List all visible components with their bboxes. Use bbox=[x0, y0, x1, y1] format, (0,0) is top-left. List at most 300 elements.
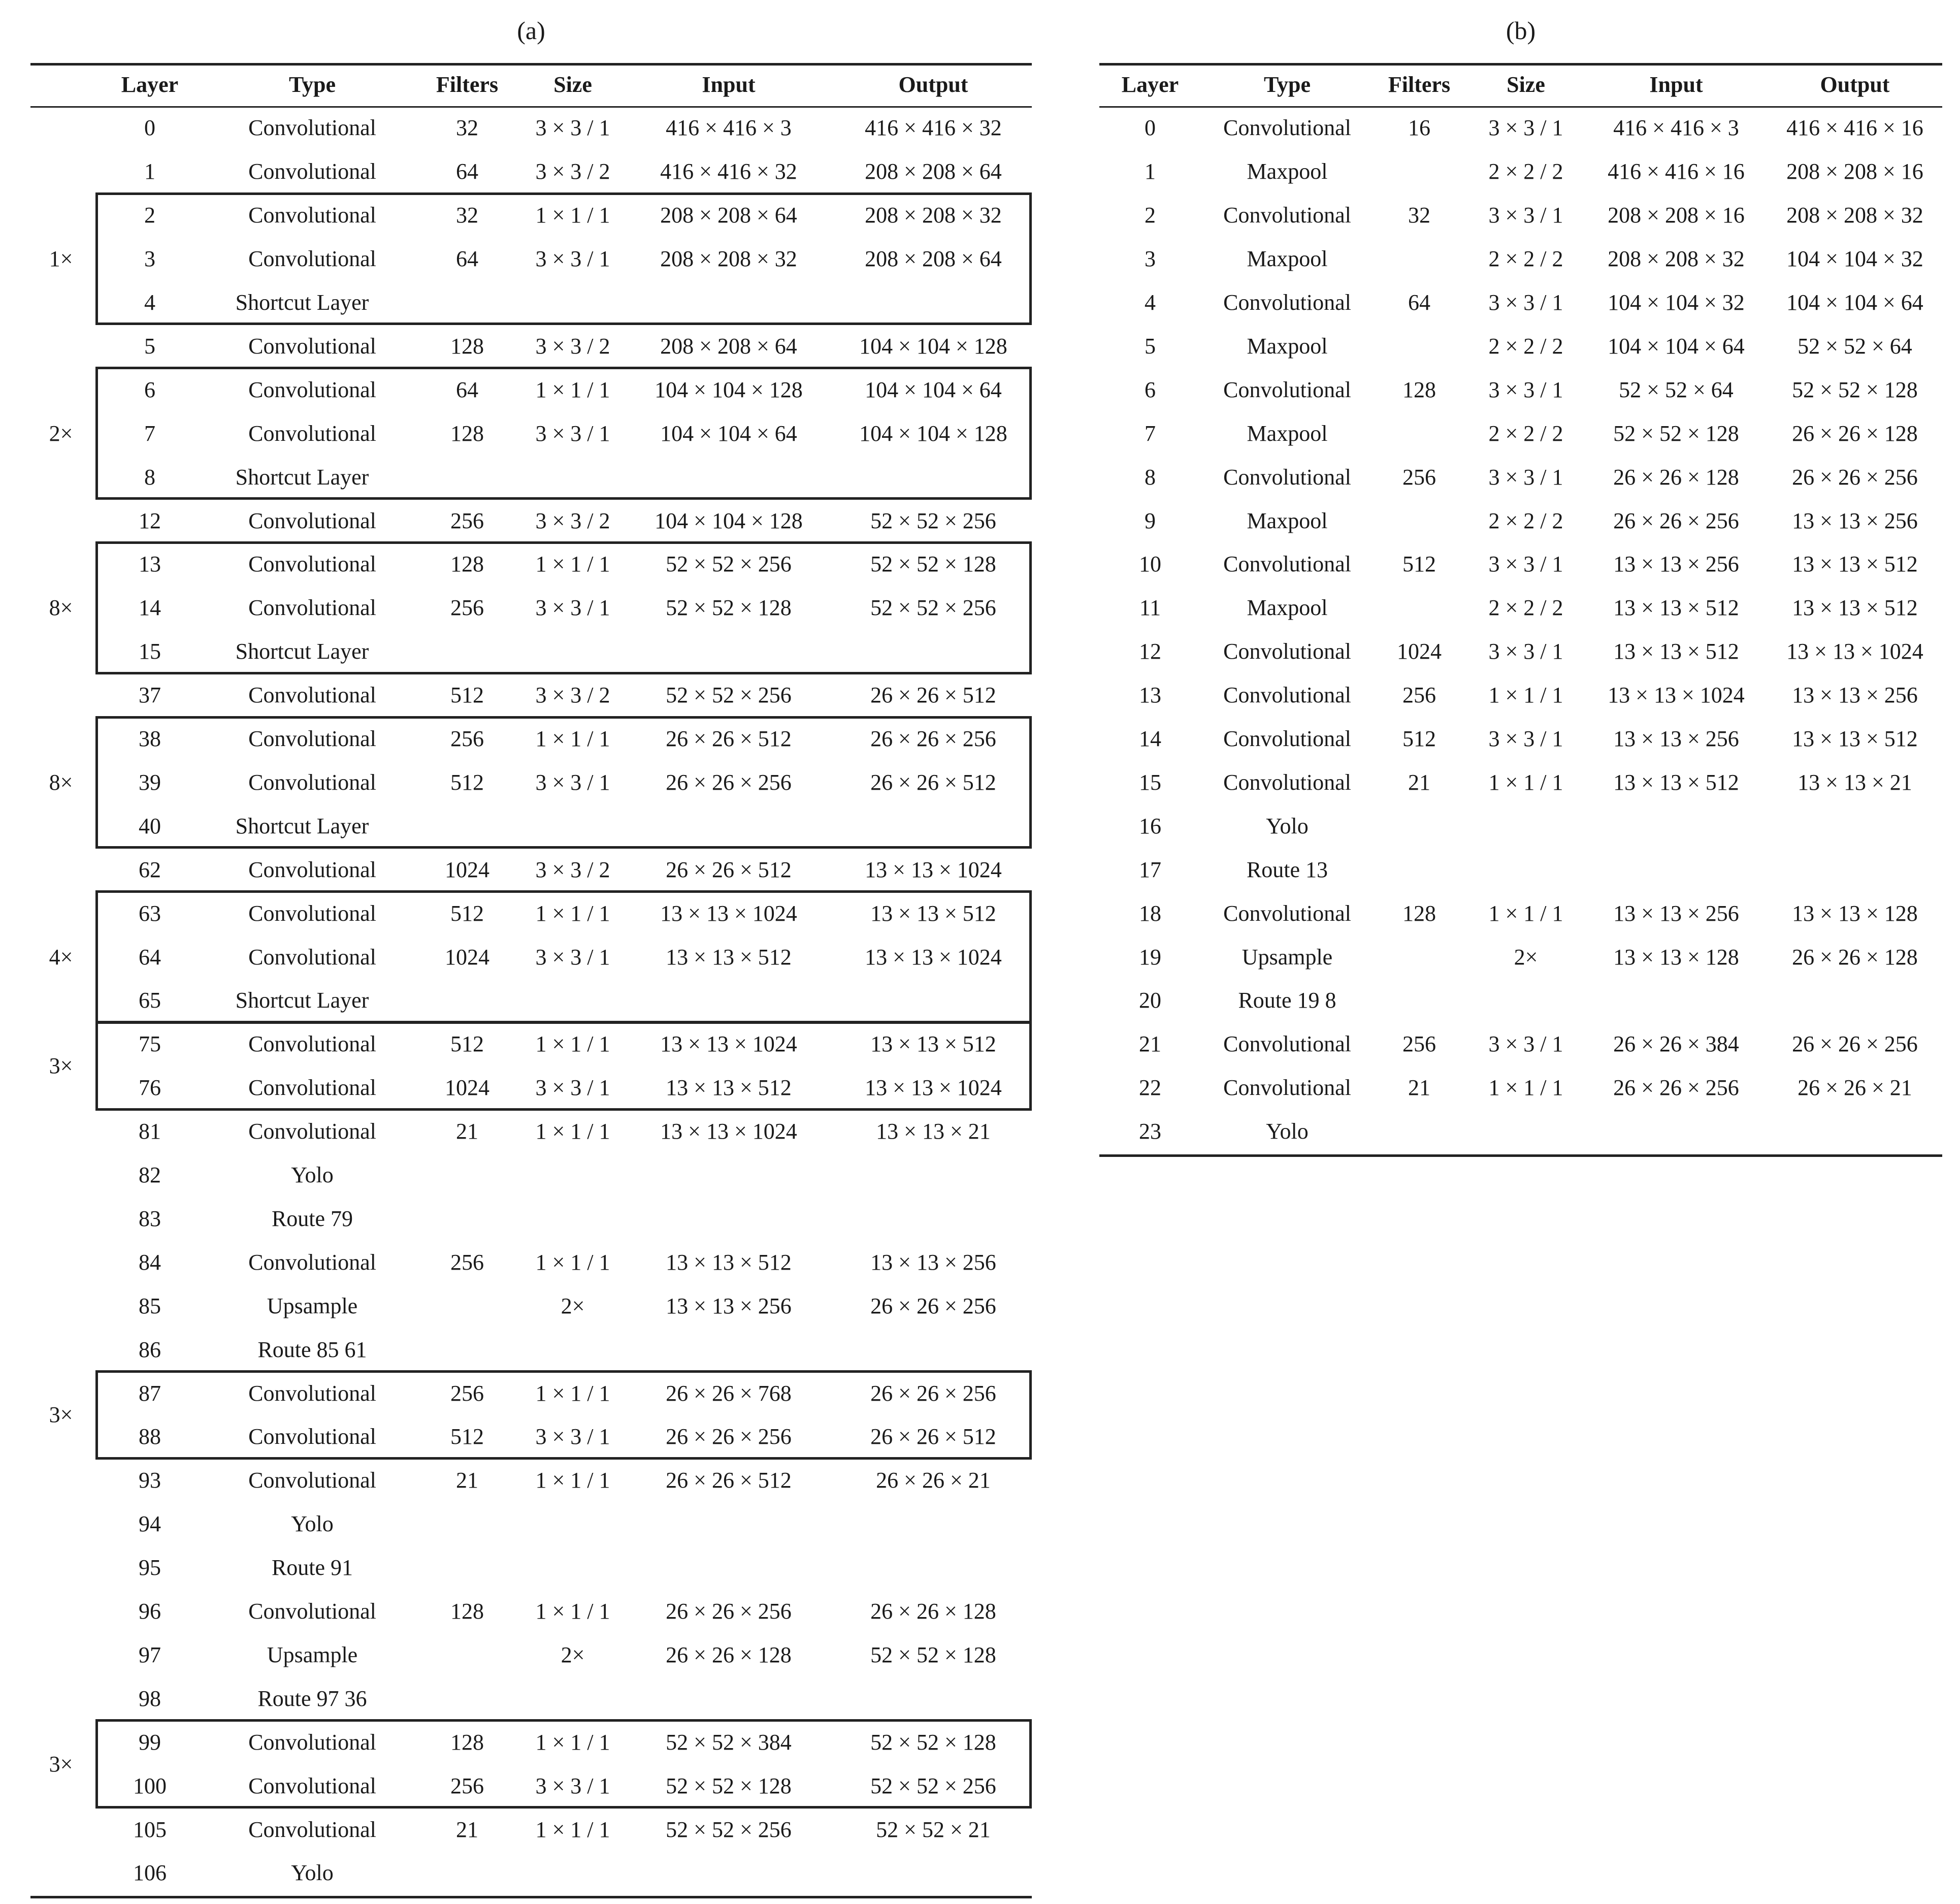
cell-layer: 15 bbox=[139, 639, 161, 664]
cell-layer: 11 bbox=[1139, 595, 1161, 621]
cell-type: Maxpool bbox=[1247, 246, 1328, 272]
header-layer: Layer bbox=[121, 72, 179, 97]
cell-size bbox=[517, 1546, 629, 1590]
repeat-group-box bbox=[95, 1021, 1032, 1111]
cell-input: 26 × 26 × 512 bbox=[666, 857, 792, 882]
cell-filters: 128 bbox=[450, 333, 484, 359]
cell-layer: 88 bbox=[139, 1424, 161, 1449]
header-filters: Filters bbox=[1388, 72, 1451, 97]
table-row bbox=[30, 1851, 1032, 1895]
cell-filters bbox=[421, 1153, 513, 1197]
header-output: Output bbox=[1820, 72, 1890, 97]
cell-type: Convolutional bbox=[248, 159, 376, 184]
repeat-group-box bbox=[95, 1719, 1032, 1809]
cell-layer: 62 bbox=[139, 857, 161, 882]
table-row bbox=[1099, 935, 1942, 979]
cell-input: 416 × 416 × 3 bbox=[1613, 115, 1739, 141]
cell-input: 104 × 104 × 32 bbox=[1608, 290, 1745, 315]
table-row bbox=[1099, 586, 1942, 630]
cell-layer: 40 bbox=[139, 813, 161, 838]
cell-layer: 93 bbox=[139, 1468, 161, 1493]
cell-type: Convolutional bbox=[248, 421, 376, 446]
cell-size: 3 × 3 / 1 bbox=[1488, 639, 1563, 664]
cell-output: 52 × 52 × 21 bbox=[876, 1817, 991, 1842]
header-size: Size bbox=[553, 72, 592, 97]
cell-input: 13 × 13 × 256 bbox=[1613, 726, 1739, 752]
cell-size: 3 × 3 / 1 bbox=[1488, 377, 1563, 402]
cell-layer: 63 bbox=[139, 900, 161, 926]
cell-output bbox=[827, 1676, 1040, 1720]
cell-output: 26 × 26 × 21 bbox=[1798, 1075, 1912, 1101]
cell-filters bbox=[1376, 804, 1462, 848]
cell-size: 3 × 3 / 1 bbox=[535, 595, 610, 621]
cell-type: Convolutional bbox=[248, 508, 376, 533]
cell-type: Route 97 36 bbox=[257, 1686, 367, 1711]
cell-type: Convolutional bbox=[1223, 115, 1351, 141]
cell-output bbox=[827, 1328, 1040, 1371]
cell-input: 208 × 208 × 16 bbox=[1608, 203, 1745, 228]
repeat-count-label: 8× bbox=[49, 769, 73, 795]
cell-type: Shortcut Layer bbox=[235, 813, 369, 838]
cell-filters: 256 bbox=[1402, 1031, 1436, 1057]
table-row bbox=[30, 1459, 1032, 1502]
cell-output: 208 × 208 × 64 bbox=[865, 246, 1002, 272]
cell-output: 26 × 26 × 512 bbox=[870, 1424, 996, 1449]
cell-filters bbox=[421, 1676, 513, 1720]
cell-size: 3 × 3 / 1 bbox=[535, 246, 610, 272]
cell-filters bbox=[421, 1851, 513, 1895]
repeat-group-box bbox=[95, 367, 1032, 500]
cell-layer: 20 bbox=[1139, 988, 1161, 1013]
cell-type: Convolutional bbox=[248, 1599, 376, 1624]
cell-layer: 9 bbox=[1145, 508, 1156, 533]
cell-layer: 19 bbox=[1139, 944, 1161, 970]
cell-type: Convolutional bbox=[1223, 900, 1351, 926]
cell-input: 13 × 13 × 1024 bbox=[660, 1031, 797, 1057]
cell-type: Route 19 8 bbox=[1238, 988, 1336, 1013]
cell-filters bbox=[1376, 848, 1462, 891]
cell-type: Convolutional bbox=[248, 1249, 376, 1275]
cell-type: Convolutional bbox=[248, 1119, 376, 1144]
cell-type: Convolutional bbox=[248, 1817, 376, 1842]
table-row bbox=[1099, 193, 1942, 237]
cell-size: 1 × 1 / 1 bbox=[535, 900, 610, 926]
cell-layer: 6 bbox=[144, 377, 155, 402]
cell-size: 2 × 2 / 2 bbox=[1488, 333, 1563, 359]
cell-type: Upsample bbox=[267, 1642, 358, 1667]
cell-size: 3 × 3 / 1 bbox=[1488, 726, 1563, 752]
cell-filters: 16 bbox=[1408, 115, 1430, 141]
header-layer: Layer bbox=[1121, 72, 1179, 97]
cell-input: 52 × 52 × 128 bbox=[666, 595, 792, 621]
cell-size: 3 × 3 / 1 bbox=[1488, 115, 1563, 141]
cell-size: 1 × 1 / 1 bbox=[1488, 1075, 1563, 1101]
cell-layer: 7 bbox=[1145, 421, 1156, 446]
cell-filters: 256 bbox=[450, 726, 484, 752]
table-row bbox=[30, 1502, 1032, 1546]
cell-layer: 39 bbox=[139, 769, 161, 795]
cell-type: Convolutional bbox=[1223, 203, 1351, 228]
table-row bbox=[1099, 1066, 1942, 1110]
cell-filters bbox=[1376, 325, 1462, 368]
header-size: Size bbox=[1507, 72, 1545, 97]
cell-size: 2× bbox=[561, 1642, 585, 1667]
cell-filters: 32 bbox=[456, 115, 478, 141]
cell-input: 26 × 26 × 256 bbox=[666, 1599, 792, 1624]
table-row bbox=[30, 106, 1032, 150]
table-row bbox=[1099, 150, 1942, 193]
cell-type: Convolutional bbox=[248, 769, 376, 795]
cell-input: 26 × 26 × 384 bbox=[1613, 1031, 1739, 1057]
cell-type: Convolutional bbox=[248, 595, 376, 621]
cell-filters bbox=[421, 1284, 513, 1328]
cell-filters: 21 bbox=[456, 1817, 478, 1842]
cell-layer: 12 bbox=[139, 508, 161, 533]
cell-input bbox=[630, 1197, 828, 1241]
cell-type: Convolutional bbox=[248, 1729, 376, 1755]
cell-size: 3 × 3 / 2 bbox=[535, 508, 610, 533]
table-row bbox=[1099, 411, 1942, 455]
cell-layer: 23 bbox=[1139, 1119, 1161, 1144]
cell-output bbox=[827, 1851, 1040, 1895]
cell-input: 26 × 26 × 128 bbox=[666, 1642, 792, 1667]
repeat-group-box bbox=[95, 1370, 1032, 1460]
cell-input: 416 × 416 × 16 bbox=[1608, 159, 1745, 184]
cell-layer: 16 bbox=[1139, 813, 1161, 838]
cell-output: 52 × 52 × 128 bbox=[870, 1642, 996, 1667]
cell-output bbox=[1758, 804, 1951, 848]
cell-filters: 256 bbox=[450, 1380, 484, 1406]
cell-filters: 256 bbox=[450, 1773, 484, 1798]
cell-layer: 0 bbox=[1145, 115, 1156, 141]
cell-output: 13 × 13 × 21 bbox=[876, 1119, 991, 1144]
cell-type: Convolutional bbox=[248, 857, 376, 882]
cell-type: Convolutional bbox=[248, 333, 376, 359]
cell-input bbox=[630, 1676, 828, 1720]
cell-input bbox=[630, 1851, 828, 1895]
table-row bbox=[30, 499, 1032, 542]
cell-size: 1 × 1 / 1 bbox=[535, 1599, 610, 1624]
repeat-group-box bbox=[95, 716, 1032, 849]
cell-input: 26 × 26 × 256 bbox=[666, 769, 792, 795]
cell-input: 13 × 13 × 256 bbox=[1613, 552, 1739, 577]
cell-input: 13 × 13 × 512 bbox=[666, 1249, 792, 1275]
cell-layer: 85 bbox=[139, 1293, 161, 1318]
cell-layer: 87 bbox=[139, 1380, 161, 1406]
cell-input: 13 × 13 × 256 bbox=[1613, 900, 1739, 926]
table-row bbox=[30, 1676, 1032, 1720]
cell-output: 13 × 13 × 512 bbox=[1792, 552, 1918, 577]
cell-type: Route 85 61 bbox=[257, 1337, 367, 1362]
cell-type: Maxpool bbox=[1247, 159, 1328, 184]
cell-input: 13 × 13 × 512 bbox=[666, 1075, 792, 1101]
cell-layer: 76 bbox=[139, 1075, 161, 1101]
cell-size: 1 × 1 / 1 bbox=[535, 1380, 610, 1406]
table-row bbox=[1099, 325, 1942, 368]
header-filters: Filters bbox=[436, 72, 499, 97]
cell-input: 52 × 52 × 384 bbox=[666, 1729, 792, 1755]
cell-layer: 0 bbox=[144, 115, 155, 141]
cell-output: 26 × 26 × 512 bbox=[870, 769, 996, 795]
cell-input bbox=[1585, 979, 1768, 1022]
cell-input: 208 × 208 × 64 bbox=[660, 333, 797, 359]
cell-output: 104 × 104 × 128 bbox=[859, 421, 1007, 446]
cell-layer: 3 bbox=[144, 246, 155, 272]
cell-type: Convolutional bbox=[248, 1075, 376, 1101]
cell-input: 52 × 52 × 256 bbox=[666, 683, 792, 708]
cell-type: Route 13 bbox=[1246, 857, 1328, 882]
table-row bbox=[1099, 673, 1942, 717]
table-row bbox=[30, 673, 1032, 717]
cell-filters bbox=[421, 1633, 513, 1677]
cell-output: 26 × 26 × 128 bbox=[1792, 944, 1918, 970]
table-row bbox=[1099, 455, 1942, 499]
cell-filters: 1024 bbox=[445, 857, 489, 882]
header-output: Output bbox=[898, 72, 968, 97]
cell-size bbox=[517, 1197, 629, 1241]
cell-layer: 81 bbox=[139, 1119, 161, 1144]
cell-output: 52 × 52 × 128 bbox=[870, 1729, 996, 1755]
cell-filters bbox=[1376, 411, 1462, 455]
cell-layer: 94 bbox=[139, 1511, 161, 1537]
cell-size bbox=[517, 1502, 629, 1546]
cell-filters bbox=[1376, 237, 1462, 281]
cell-size bbox=[1470, 848, 1582, 891]
cell-filters bbox=[1376, 150, 1462, 193]
bottom-rule bbox=[30, 1896, 1032, 1898]
cell-size: 3 × 3 / 1 bbox=[535, 944, 610, 970]
cell-layer: 75 bbox=[139, 1031, 161, 1057]
cell-output: 13 × 13 × 21 bbox=[1798, 769, 1912, 795]
cell-output: 13 × 13 × 1024 bbox=[865, 1075, 1002, 1101]
cell-type: Convolutional bbox=[1223, 464, 1351, 490]
repeat-count-label: 3× bbox=[49, 1053, 73, 1079]
cell-size: 1 × 1 / 1 bbox=[535, 203, 610, 228]
cell-size: 3 × 3 / 2 bbox=[535, 333, 610, 359]
cell-input: 26 × 26 × 256 bbox=[1613, 1075, 1739, 1101]
cell-size: 1 × 1 / 1 bbox=[535, 726, 610, 752]
cell-layer: 15 bbox=[1139, 769, 1161, 795]
cell-type: Convolutional bbox=[248, 1424, 376, 1449]
table-row bbox=[1099, 891, 1942, 935]
cell-size: 2 × 2 / 2 bbox=[1488, 246, 1563, 272]
cell-input: 208 × 208 × 64 bbox=[660, 203, 797, 228]
cell-input: 26 × 26 × 256 bbox=[1613, 508, 1739, 533]
cell-output: 52 × 52 × 256 bbox=[870, 595, 996, 621]
table-row bbox=[1099, 542, 1942, 586]
table-row bbox=[1099, 804, 1942, 848]
cell-output: 13 × 13 × 512 bbox=[1792, 595, 1918, 621]
cell-input bbox=[630, 1546, 828, 1590]
cell-layer: 22 bbox=[1139, 1075, 1161, 1101]
cell-output: 208 × 208 × 32 bbox=[1786, 203, 1923, 228]
table-row bbox=[1099, 237, 1942, 281]
cell-type: Convolutional bbox=[248, 246, 376, 272]
cell-filters: 512 bbox=[1402, 552, 1436, 577]
repeat-count-label: 8× bbox=[49, 595, 73, 621]
cell-type: Upsample bbox=[267, 1293, 358, 1318]
cell-input: 52 × 52 × 128 bbox=[666, 1773, 792, 1798]
cell-layer: 8 bbox=[144, 464, 155, 490]
cell-filters: 1024 bbox=[445, 1075, 489, 1101]
cell-type: Shortcut Layer bbox=[235, 290, 369, 315]
table-row bbox=[30, 1590, 1032, 1633]
cell-filters: 32 bbox=[1408, 203, 1430, 228]
cell-layer: 64 bbox=[139, 944, 161, 970]
cell-filters bbox=[1376, 586, 1462, 630]
cell-output: 52 × 52 × 128 bbox=[1792, 377, 1918, 402]
cell-input: 13 × 13 × 1024 bbox=[660, 900, 797, 926]
cell-output: 13 × 13 × 256 bbox=[870, 1249, 996, 1275]
cell-output: 13 × 13 × 256 bbox=[1792, 683, 1918, 708]
cell-type: Yolo bbox=[291, 1163, 334, 1188]
table-row bbox=[30, 1197, 1032, 1241]
table-row bbox=[1099, 499, 1942, 542]
cell-input bbox=[630, 1328, 828, 1371]
cell-size: 3 × 3 / 1 bbox=[535, 421, 610, 446]
cell-output: 52 × 52 × 256 bbox=[870, 508, 996, 533]
cell-filters bbox=[1376, 979, 1462, 1022]
cell-layer: 97 bbox=[139, 1642, 161, 1667]
cell-type: Convolutional bbox=[1223, 683, 1351, 708]
cell-input: 26 × 26 × 256 bbox=[666, 1424, 792, 1449]
cell-layer: 8 bbox=[1145, 464, 1156, 490]
repeat-count-label: 3× bbox=[49, 1402, 73, 1428]
cell-type: Yolo bbox=[291, 1860, 334, 1886]
cell-layer: 105 bbox=[133, 1817, 167, 1842]
cell-type: Convolutional bbox=[248, 900, 376, 926]
cell-input: 26 × 26 × 128 bbox=[1613, 464, 1739, 490]
repeat-count-label: 4× bbox=[49, 944, 73, 970]
cell-filters: 64 bbox=[456, 246, 478, 272]
cell-output: 13 × 13 × 1024 bbox=[1786, 639, 1923, 664]
table-row bbox=[30, 1633, 1032, 1677]
cell-input bbox=[1585, 1110, 1768, 1153]
cell-size: 3 × 3 / 2 bbox=[535, 857, 610, 882]
cell-layer: 6 bbox=[1145, 377, 1156, 402]
cell-layer: 18 bbox=[1139, 900, 1161, 926]
table-row bbox=[1099, 281, 1942, 325]
cell-input: 52 × 52 × 64 bbox=[1619, 377, 1734, 402]
cell-filters: 512 bbox=[450, 769, 484, 795]
cell-output: 208 × 208 × 16 bbox=[1786, 159, 1923, 184]
table-row bbox=[30, 1546, 1032, 1590]
cell-size: 1 × 1 / 1 bbox=[535, 1031, 610, 1057]
cell-size bbox=[517, 1328, 629, 1371]
cell-size: 1 × 1 / 1 bbox=[1488, 769, 1563, 795]
cell-type: Shortcut Layer bbox=[235, 988, 369, 1013]
cell-size: 2 × 2 / 2 bbox=[1488, 595, 1563, 621]
cell-output: 26 × 26 × 256 bbox=[1792, 1031, 1918, 1057]
cell-layer: 1 bbox=[1145, 159, 1156, 184]
cell-output: 26 × 26 × 256 bbox=[1792, 464, 1918, 490]
cell-type: Maxpool bbox=[1247, 595, 1328, 621]
cell-input: 13 × 13 × 512 bbox=[1613, 595, 1739, 621]
cell-size: 1 × 1 / 1 bbox=[535, 1729, 610, 1755]
cell-input: 416 × 416 × 3 bbox=[666, 115, 792, 141]
cell-layer: 13 bbox=[1139, 683, 1161, 708]
cell-output: 13 × 13 × 1024 bbox=[865, 857, 1002, 882]
cell-filters bbox=[421, 1502, 513, 1546]
cell-input: 13 × 13 × 1024 bbox=[1608, 683, 1745, 708]
cell-layer: 84 bbox=[139, 1249, 161, 1275]
header-row bbox=[1099, 63, 1942, 106]
cell-output bbox=[1758, 848, 1951, 891]
cell-type: Convolutional bbox=[248, 1380, 376, 1406]
repeat-count-label: 2× bbox=[49, 421, 73, 446]
cell-output bbox=[1758, 1110, 1951, 1153]
cell-output bbox=[827, 1153, 1040, 1197]
cell-input bbox=[630, 1502, 828, 1546]
cell-output bbox=[827, 1546, 1040, 1590]
table-row bbox=[30, 848, 1032, 891]
cell-size: 2 × 2 / 2 bbox=[1488, 508, 1563, 533]
cell-size bbox=[1470, 1110, 1582, 1153]
cell-output: 208 × 208 × 64 bbox=[865, 159, 1002, 184]
cell-input: 13 × 13 × 256 bbox=[666, 1293, 792, 1318]
cell-input: 13 × 13 × 128 bbox=[1613, 944, 1739, 970]
cell-filters: 1024 bbox=[1397, 639, 1442, 664]
cell-type: Convolutional bbox=[1223, 552, 1351, 577]
cell-layer: 10 bbox=[1139, 552, 1161, 577]
cell-layer: 13 bbox=[139, 552, 161, 577]
cell-size bbox=[517, 1153, 629, 1197]
cell-size: 3 × 3 / 1 bbox=[535, 1075, 610, 1101]
cell-size: 1 × 1 / 1 bbox=[535, 1119, 610, 1144]
cell-layer: 4 bbox=[1145, 290, 1156, 315]
cell-filters: 256 bbox=[450, 1249, 484, 1275]
cell-output bbox=[1758, 979, 1951, 1022]
table-row bbox=[30, 1328, 1032, 1371]
cell-type: Yolo bbox=[291, 1511, 334, 1537]
header-input: Input bbox=[1649, 72, 1703, 97]
cell-input: 104 × 104 × 64 bbox=[1608, 333, 1745, 359]
cell-type: Maxpool bbox=[1247, 508, 1328, 533]
cell-output: 13 × 13 × 1024 bbox=[865, 944, 1002, 970]
cell-type: Convolutional bbox=[248, 115, 376, 141]
table-row bbox=[30, 1808, 1032, 1851]
cell-size: 3 × 3 / 1 bbox=[1488, 203, 1563, 228]
cell-filters: 128 bbox=[450, 552, 484, 577]
cell-filters: 64 bbox=[456, 377, 478, 402]
cell-filters: 64 bbox=[456, 159, 478, 184]
cell-output: 13 × 13 × 512 bbox=[870, 900, 996, 926]
repeat-count-label: 1× bbox=[49, 246, 73, 272]
cell-input: 104 × 104 × 128 bbox=[655, 508, 803, 533]
cell-type: Shortcut Layer bbox=[235, 639, 369, 664]
cell-layer: 86 bbox=[139, 1337, 161, 1362]
cell-filters bbox=[1376, 935, 1462, 979]
cell-layer: 21 bbox=[1139, 1031, 1161, 1057]
cell-layer: 65 bbox=[139, 988, 161, 1013]
cell-type: Convolutional bbox=[248, 377, 376, 402]
cell-output: 26 × 26 × 21 bbox=[876, 1468, 991, 1493]
cell-filters bbox=[421, 1328, 513, 1371]
header-type: Type bbox=[288, 72, 336, 97]
table-row bbox=[1099, 1110, 1942, 1153]
cell-input: 13 × 13 × 1024 bbox=[660, 1119, 797, 1144]
cell-output: 26 × 26 × 256 bbox=[870, 1380, 996, 1406]
bottom-rule bbox=[1099, 1154, 1942, 1157]
cell-filters: 512 bbox=[450, 683, 484, 708]
cell-layer: 106 bbox=[133, 1860, 167, 1886]
cell-input bbox=[1585, 804, 1768, 848]
cell-input: 416 × 416 × 32 bbox=[660, 159, 797, 184]
cell-output: 13 × 13 × 128 bbox=[1792, 900, 1918, 926]
table-row bbox=[30, 325, 1032, 368]
table-row bbox=[30, 1284, 1032, 1328]
cell-size bbox=[1470, 804, 1582, 848]
